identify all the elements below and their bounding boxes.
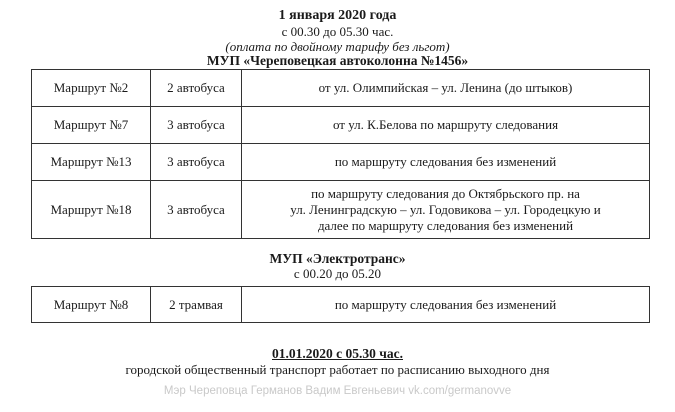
route-number: Маршрут №8	[32, 287, 151, 323]
route-description	[242, 70, 650, 107]
route-description	[242, 287, 650, 323]
vehicle-count: 3 автобуса	[151, 144, 242, 181]
vehicle-count: 2 автобуса	[151, 70, 242, 107]
table-row	[32, 70, 650, 107]
route-number: Маршрут №13	[32, 144, 151, 181]
route-description-line: далее по маршруту следования без изменений	[317, 217, 574, 233]
schedule-date: 1 января 2020 года	[278, 8, 397, 23]
table-row	[32, 181, 650, 239]
route-number: Маршрут №18	[32, 181, 151, 239]
route-number: Маршрут №7	[32, 107, 151, 144]
vehicle-count: 2 трамвая	[151, 287, 242, 323]
route-description-line: по маршруту следования без изменений	[334, 296, 557, 312]
bus-operator-title: МУП «Череповецкая автоколонна №1456»	[206, 53, 469, 68]
tram-time: с 00.20 до 05.20	[293, 266, 382, 281]
watermark: Мэр Череповца Германов Вадим Евгеньевич vk.com/germanovve	[163, 385, 512, 397]
footer-datetime: 01.01.2020 с 05.30 час.	[272, 346, 403, 361]
route-description-line: ул. Ленинградскую – ул. Годовикова – ул. Городецкую и	[290, 201, 601, 217]
tram-routes-table	[31, 286, 650, 323]
table-row	[32, 107, 650, 144]
route-number: Маршрут №2	[32, 70, 151, 107]
vehicle-count: 3 автобуса	[151, 107, 242, 144]
route-description	[242, 144, 650, 181]
route-description-line: от ул. К.Белова по маршруту следования	[332, 117, 559, 132]
footer-text: городской общественный транспорт работает по расписанию выходного дня	[125, 362, 550, 377]
route-description-line: от ул. Олимпийская – ул. Ленина (до штыков)	[318, 80, 573, 95]
vehicle-count: 3 автобуса	[151, 181, 242, 239]
bus-routes-table	[31, 69, 650, 239]
table-row	[32, 144, 650, 181]
table-row	[32, 287, 650, 323]
route-description-line: по маршруту следования без изменений	[334, 154, 557, 169]
payment-note: (оплата по двойному тарифу без льгот)	[225, 39, 450, 54]
route-description-line: по маршруту следования до Октябрьского пр. на	[311, 185, 580, 201]
schedule-time: с 00.30 до 05.30 час.	[281, 24, 394, 39]
tram-operator-title: МУП «Электротранс»	[269, 251, 406, 266]
route-description	[242, 107, 650, 144]
route-description	[242, 181, 650, 239]
